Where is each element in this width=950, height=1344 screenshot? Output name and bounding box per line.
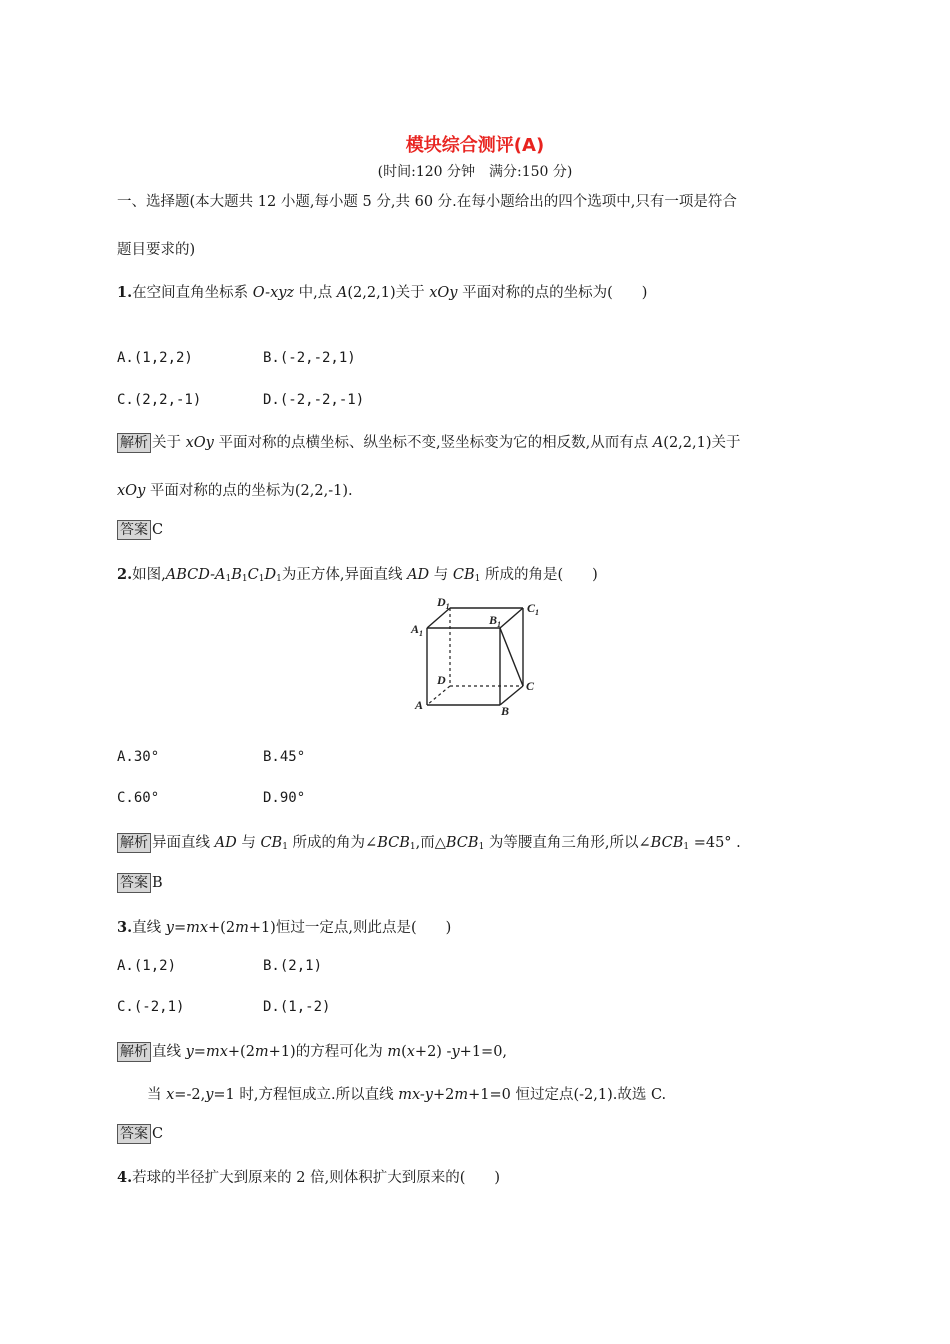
section-instructions-line2: 题目要求的) (117, 242, 196, 258)
question-number: 1. (117, 284, 133, 301)
answer-3 (117, 1124, 163, 1144)
analysis-3-line2: 当 x=-2,y=1 时,方程恒成立.所以直线 mx-y+2m+1=0 恒过定点(-2,1).故选 C. (147, 1087, 667, 1103)
analysis-1-line2: xOy 平面对称的点的坐标为(2,2,-1). (117, 483, 353, 499)
label-d: D (437, 673, 446, 687)
label-b: B (501, 704, 510, 718)
page-title: 模块综合测评(A) (405, 135, 545, 156)
option-a: A.(1,2,2) (117, 350, 193, 366)
analysis-3: 解析 直线 y=mx+(2m+1)的方程可化为 m(x+2) -y+1=0, (117, 1040, 507, 1062)
analysis-1: 解析 关于 xOy 平面对称的点横坐标、纵坐标不变,竖坐标变为它的相反数,从而有点 A(2,2,1)关于 (117, 431, 741, 453)
option-c: C.60° (117, 790, 160, 806)
hidden-edge-da (427, 686, 450, 705)
answer-value: C (152, 1126, 164, 1142)
answer-2 (117, 873, 163, 893)
edge-a1d1 (427, 608, 450, 628)
answer-value: C (152, 522, 164, 538)
analysis-label: 解析 (117, 433, 151, 453)
question-number: 2. (117, 566, 133, 583)
option-b: B.45° (263, 749, 306, 765)
answer-label: 答案 (117, 520, 151, 540)
option-c: C.(2,2,-1) (117, 392, 202, 408)
section-instructions-line1: 一、选择题(本大题共 12 小题,每小题 5 分,共 60 分.在每小题给出的四个选项中,只有一项是符合 (117, 194, 737, 210)
option-b: B.(2,1) (263, 958, 323, 974)
diagonal-cb1 (500, 628, 523, 686)
option-a: A.30° (117, 749, 160, 765)
label-a: A (415, 698, 424, 712)
question-1: 1.在空间直角坐标系 O-xyz 中,点 A(2,2,1)关于 xOy 平面对称的点的坐标为( ) (117, 284, 648, 301)
option-b: B.(-2,-2,1) (263, 350, 356, 366)
label-b1: $B_1$ (489, 613, 502, 629)
answer-value: B (152, 875, 163, 891)
label-c: C (526, 679, 535, 693)
question-2: 2.如图$,ABCD-A_1B_1C_1D_1$为正方体,异面直线 AD 与 $CB_1$ 所成的角是( ) (117, 566, 598, 584)
answer-label: 答案 (117, 873, 151, 893)
option-d: D.90° (263, 790, 306, 806)
cube-figure (405, 593, 555, 718)
analysis-label: 解析 (117, 1042, 151, 1062)
edge-b1c1 (500, 608, 523, 628)
question-4: 4.若球的半径扩大到原来的 2 倍,则体积扩大到原来的( ) (117, 1169, 501, 1186)
question-3: 3.直线 y=mx+(2m+1)恒过一定点,则此点是( ) (117, 919, 452, 936)
label-c1: $C_1$ (527, 601, 540, 617)
label-d1: $D_1$ (437, 595, 450, 611)
edge-bc (500, 686, 523, 705)
option-d: D.(1,-2) (263, 999, 331, 1015)
answer-label: 答案 (117, 1124, 151, 1144)
question-number: 4. (117, 1169, 133, 1186)
option-c: C.(-2,1) (117, 999, 185, 1015)
analysis-label: 解析 (117, 833, 151, 853)
analysis-2: 解析 异面直线 AD 与 $CB_1$ 所成的角为$\angle BCB_1$,而$\triangle BCB_1$ 为等腰直角三角形,所以$\angle BCB_1 =45^\circ$ . (117, 831, 741, 853)
option-a: A.(1,2) (117, 958, 177, 974)
exam-info: (时间:120 分钟 满分:150 分) (377, 164, 573, 180)
option-d: D.(-2,-2,-1) (263, 392, 365, 408)
label-a1: $A_1$ (411, 622, 424, 638)
answer-1 (117, 520, 163, 540)
question-number: 3. (117, 919, 133, 936)
